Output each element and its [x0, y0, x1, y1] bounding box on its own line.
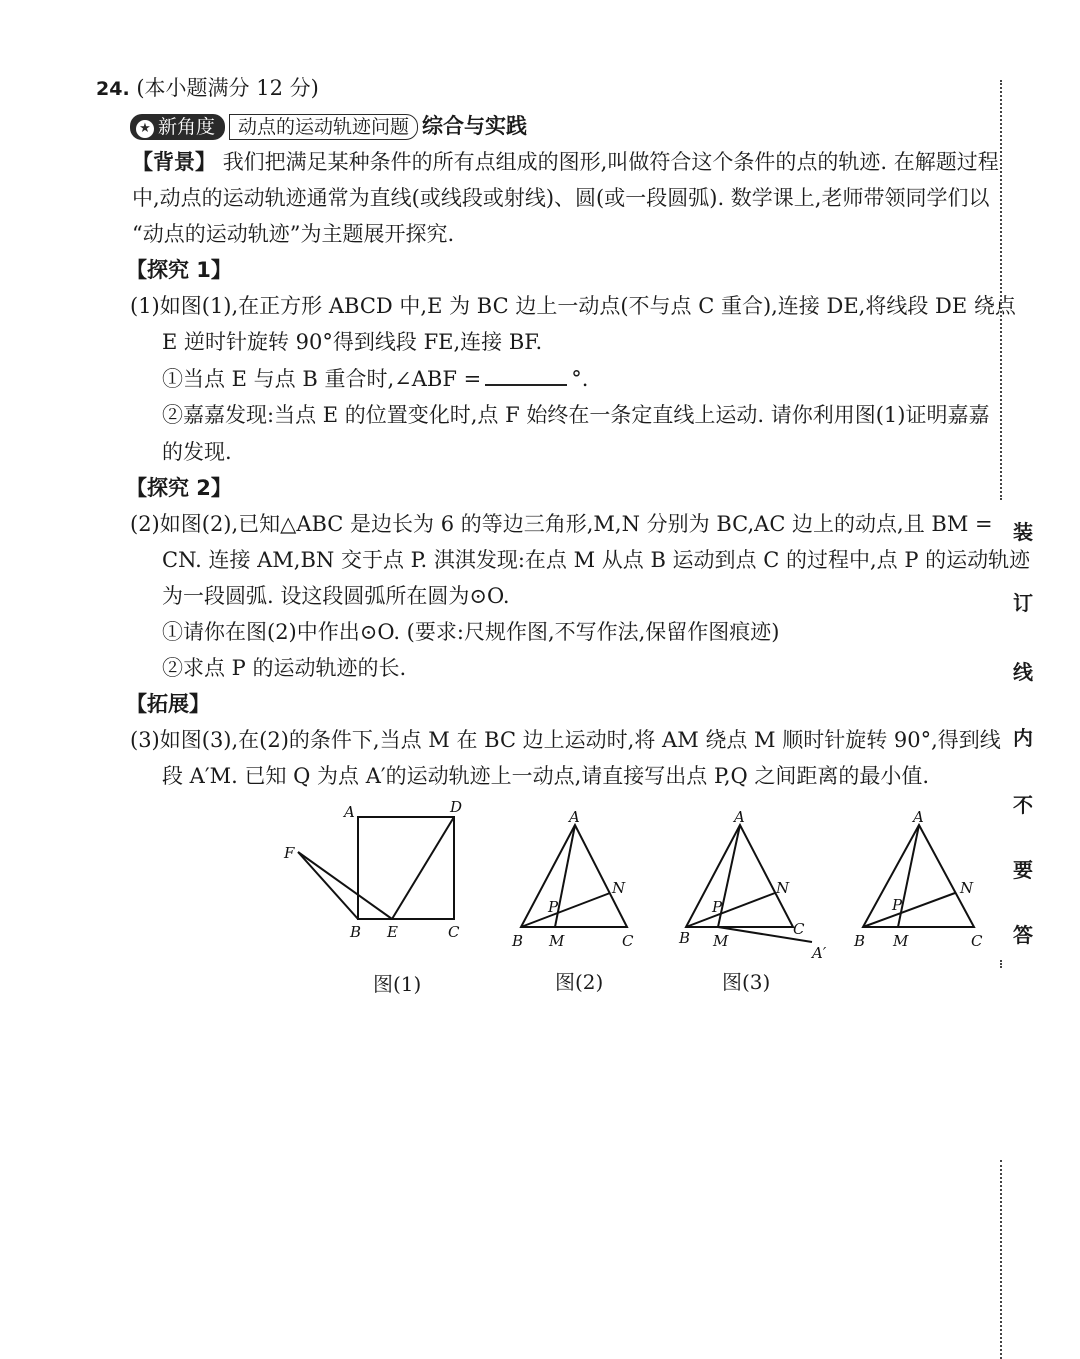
fig1-label-b: B: [350, 923, 362, 941]
explore2-line-2: CN. 连接 AM,BN 交于点 P. 淇淇发现:在点 M 从点 B 运动到点 C 的过程中,点 P 的运动轨迹: [162, 548, 1031, 572]
score-note: (本小题满分 12 分): [136, 76, 319, 100]
fig4-label-b: B: [854, 932, 866, 950]
binding-dotted-line-bottom: [1000, 1160, 1002, 1359]
fig4-label-n: N: [960, 879, 974, 897]
badge-label: 新角度: [158, 116, 216, 138]
fig3-caption: 图(3): [722, 970, 771, 994]
explore2-line-1: (2)如图(2),已知△ABC 是边长为 6 的等边三角形,M,N 分别为 BC,AC 边上的动点,且 BM =: [130, 512, 993, 536]
explore1-q2-line-1: ②嘉嘉发现:当点 E 的位置变化时,点 F 始终在一条定直线上运动. 请你利用图(1)证明嘉嘉: [162, 403, 990, 427]
degree-suffix: °.: [571, 367, 589, 391]
category-label: 综合与实践: [422, 114, 528, 138]
binding-dotted-line-mid: [1000, 960, 1002, 968]
background-text-1: 我们把满足某种条件的所有点组成的图形,叫做符合这个条件的点的轨迹. 在解题过程: [222, 150, 999, 174]
fig3-label-p: P: [712, 898, 723, 916]
binding-dotted-line-top: [1000, 80, 1002, 500]
margin-char-6: 要: [1013, 858, 1033, 882]
answer-blank[interactable]: [485, 366, 567, 386]
segment-bn-2: [521, 893, 610, 927]
explore1-q1: [162, 364, 588, 394]
fig2-label-b: B: [512, 932, 524, 950]
fig4-label-c: C: [971, 932, 983, 950]
explore1-heading: 【探究 1】: [126, 258, 232, 282]
question-number: 24.: [96, 78, 130, 100]
fig2-label-p: P: [548, 898, 559, 916]
fig1-caption: 图(1): [373, 972, 422, 996]
fig4-label-p: P: [892, 896, 903, 914]
segment-fb: [298, 852, 358, 919]
segment-bn-3: [686, 893, 775, 927]
star-icon: ★: [136, 120, 154, 138]
explore1-line-1: (1)如图(1),在正方形 ABCD 中,E 为 BC 边上一动点(不与点 C 重合),连接 DE,将线段 DE 绕点: [130, 294, 1016, 318]
fig2-label-a: A: [569, 808, 580, 826]
explore2-line-3: 为一段圆弧. 设这段圆弧所在圆为⊙O.: [162, 584, 510, 608]
new-angle-badge: [130, 114, 225, 140]
figure-2: [521, 825, 627, 927]
explore1-q1-text: ①当点 E 与点 B 重合时,∠ABF =: [162, 367, 482, 391]
explore2-q1: ①请你在图(2)中作出⊙O. (要求:尺规作图,不写作法,保留作图痕迹): [162, 620, 780, 644]
fig2-label-m: M: [549, 932, 565, 950]
triangle-abc-4: [863, 825, 974, 927]
fig1-label-a: A: [344, 803, 355, 821]
fig2-caption: 图(2): [555, 970, 604, 994]
background-heading: 【背景】: [132, 150, 216, 174]
explore2-heading: 【探究 2】: [126, 476, 232, 500]
fig3-label-c: C: [793, 920, 805, 938]
figure-4: [863, 825, 974, 927]
margin-char-7: 答: [1013, 923, 1033, 947]
margin-char-3: 线: [1013, 660, 1033, 684]
square-abcd: [358, 817, 454, 919]
fig3-label-a: A: [734, 808, 745, 826]
fig3-label-m: M: [713, 932, 729, 950]
tag-row: [130, 111, 527, 141]
extension-heading: 【拓展】: [126, 692, 210, 716]
margin-char-4: 内: [1013, 726, 1033, 750]
background-line-3: “动点的运动轨迹”为主题展开探究.: [132, 222, 455, 246]
fig2-label-n: N: [612, 879, 626, 897]
fig1-label-d: D: [450, 798, 463, 816]
fig1-label-c: C: [448, 923, 460, 941]
background-line-2: 中,动点的运动轨迹通常为直线(或线段或射线)、圆(或一段圆弧). 数学课上,老师带领同学们以: [132, 186, 990, 210]
fig1-label-f: F: [284, 844, 295, 862]
margin-char-1: 装: [1013, 520, 1033, 544]
explore1-q2-line-2: 的发现.: [162, 440, 232, 464]
segment-bn-4: [863, 893, 955, 927]
figures-svg: [0, 790, 1000, 970]
fig4-label-m: M: [893, 932, 909, 950]
topic-tag: 动点的运动轨迹问题: [229, 114, 418, 140]
explore2-q2: ②求点 P 的运动轨迹的长.: [162, 656, 407, 680]
triangle-abc-2: [521, 825, 627, 927]
fig4-label-a: A: [913, 808, 924, 826]
fig1-label-e: E: [387, 923, 398, 941]
fig3-label-a-prime: A′: [812, 944, 827, 962]
figure-1: [298, 817, 454, 919]
margin-char-2: 订: [1013, 591, 1033, 615]
fig3-label-n: N: [776, 879, 790, 897]
segment-de: [392, 817, 454, 919]
fig2-label-c: C: [622, 932, 634, 950]
question-header: [96, 73, 319, 104]
explore1-line-2: E 逆时针旋转 90°得到线段 FE,连接 BF.: [162, 330, 543, 354]
segment-fe: [298, 852, 392, 919]
fig3-label-b: B: [679, 929, 691, 947]
margin-char-5: 不: [1013, 793, 1033, 817]
background-line-1: [132, 147, 999, 177]
extension-line-2: 段 A′M. 已知 Q 为点 A′的运动轨迹上一动点,请直接写出点 P,Q 之间距离的最小值.: [162, 764, 930, 788]
extension-line-1: (3)如图(3),在(2)的条件下,当点 M 在 BC 边上运动时,将 AM 绕点 M 顺时针旋转 90°,得到线: [130, 728, 1001, 752]
triangle-abc-3: [686, 825, 793, 927]
